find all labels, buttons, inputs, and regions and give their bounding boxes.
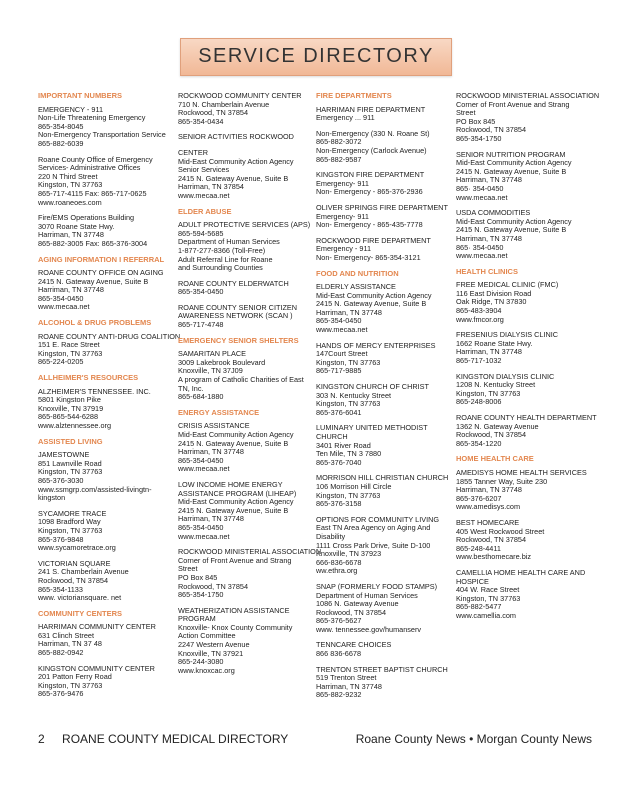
directory-entry [456, 91, 600, 144]
entry-line: 519 Trenton Street [316, 673, 377, 683]
section-heading: ENERGY ASSISTANCE [178, 407, 260, 417]
directory-entry [316, 171, 454, 197]
entry-line: ADULT PROTECTIVE SERVICES (APS) [178, 220, 311, 230]
entry-line: ASSISTANCE PROGRAM (LIHEAP) [178, 488, 297, 498]
entry-line: 116 East Division Road [456, 288, 532, 298]
entry-line: 1855 Tanner Way, Suite 230 [456, 476, 548, 486]
entry-line: Services- Administrative Offices [38, 163, 141, 173]
entry-line: CHURCH [316, 432, 348, 441]
entry-line: Harriman, TN 37748 [178, 514, 244, 524]
entry-line: 865-684-1880 [178, 392, 224, 402]
entry-line: ROCKWOOD FIRE DEPARTMENT [316, 235, 431, 245]
entry-line: 3401 River Road [316, 440, 371, 450]
entry-line: 865-594-5685 [178, 228, 224, 238]
entry-line: Harriman, TN 37 48 [38, 639, 102, 649]
entry-line: Non-Emergency (Carlock Avenue) [316, 145, 427, 155]
entry-line: Non-Life Threatening Emergency [38, 113, 146, 123]
directory-entry [178, 280, 316, 297]
entry-line: Kingston, TN 37763 [38, 467, 103, 477]
entry-website: www.mecaa.net [178, 190, 230, 200]
entry-line: Kingston, TN 37763 [316, 399, 381, 409]
entry-line: 865-882-6039 [38, 138, 84, 148]
directory-entry [178, 304, 316, 330]
entry-line: 865-376-3158 [316, 499, 362, 509]
entry-line: Knoxville- Knox County Community [178, 622, 293, 632]
directory-entry [316, 666, 454, 700]
entry-line: Harriman, TN 37748 [456, 485, 522, 495]
entry-website: www.camellia.com [456, 610, 517, 620]
entry-line: 865-354-0434 [178, 116, 224, 126]
directory-entry [316, 204, 454, 230]
entry-line: ROCKWOOD MINISTERIAL ASSOCIATION [178, 547, 322, 557]
entry-line: Emergency- 911 [316, 211, 369, 221]
entry-line: Harriman, TN 37748 [456, 347, 522, 357]
entry-line: Kingston, TN 37763 [456, 388, 521, 398]
entry-line: 865-244-3080 [178, 657, 224, 667]
section-heading: COMMUNITY CENTERS [38, 608, 123, 618]
directory-entry [178, 481, 316, 541]
entry-line: Kingston, TN 37763 [38, 348, 103, 358]
page-footer [38, 732, 592, 752]
directory-entry [456, 519, 594, 562]
entry-line: 201 Patton Ferry Road [38, 672, 112, 682]
entry-website: www.fmcor.org [456, 314, 504, 324]
entry-line: TENNCARE CHOICES [316, 640, 392, 650]
directory-entry [38, 665, 176, 699]
entry-line: Adult Referral Line for Roane [178, 254, 273, 264]
entry-line: TRENTON STREET BAPTIST CHURCH [316, 664, 448, 674]
entry-line: Oak Ridge, TN 37830 [456, 297, 527, 307]
entry-line: Rockwood, TN 37854 [178, 581, 249, 591]
directory-entry [456, 413, 597, 448]
entry-line: Kingston, TN 37763 [456, 593, 521, 603]
entry-line: 865-224-0205 [38, 357, 84, 367]
entry-website: www.knoxcac.org [178, 665, 235, 675]
publication-title: ROANE COUNTY MEDICAL DIRECTORY [62, 732, 289, 746]
title-banner [180, 38, 452, 76]
entry-line: KINGSTON FIRE DEPARTMENT [316, 170, 425, 180]
directory-entry [316, 641, 454, 658]
entry-website: www.mecaa.net [38, 302, 90, 312]
entry-line: Kingston, TN 37763 [38, 525, 103, 535]
entry-line: 865-354-0450 [316, 316, 362, 326]
entry-line: Street [456, 108, 476, 118]
entry-line: Non- Emergency- 865-354-3121 [316, 252, 421, 262]
column-4 [456, 91, 600, 627]
directory-entry [316, 474, 454, 508]
entry-line: 865-882-5477 [456, 602, 502, 612]
directory-entry [38, 388, 176, 431]
entry-line: Department of Human Services [316, 590, 418, 600]
section-heading: ELDER ABUSE [178, 206, 232, 216]
entry-line: 865-882-9232 [316, 690, 362, 700]
entry-line: Emergency - 911 [316, 244, 372, 254]
entry-line: Kingston, TN 37763 [38, 180, 103, 190]
directory-entry [456, 331, 594, 365]
entry-line: USDA COMMODITIES [456, 208, 531, 218]
entry-line: Harriman, TN 37748 [456, 233, 522, 243]
entry-line: 865-376-5627 [316, 616, 362, 626]
directory-entry [38, 623, 176, 657]
entry-line: Department of Human Services [178, 237, 280, 247]
entry-website: www.mecaa.net [456, 192, 508, 202]
entry-line: 710 N. Chamberlain Avenue [178, 99, 270, 109]
entry-line: 865-882-3005 Fax: 865-376-3004 [38, 238, 148, 248]
entry-line: Emergency- 911 [316, 178, 369, 188]
entry-line: 865-248-8006 [456, 397, 502, 407]
entry-line: Harriman, TN 37748 [316, 307, 382, 317]
entry-line: Rockwood, TN 37854 [456, 125, 527, 135]
entry-line: 865-882-3072 [316, 137, 362, 147]
entry-line: Non-Emergency Transportation Service [38, 130, 166, 140]
entry-line: Rockwood, TN 37854 [456, 430, 527, 440]
directory-entry [38, 510, 176, 553]
entry-line: East TN Area Agency on Aging And [316, 523, 431, 533]
entry-line: PROGRAM [178, 614, 216, 624]
entry-line: OLIVER SPRINGS FIRE DEPARTMENT [316, 202, 448, 212]
directory-entry [178, 607, 316, 676]
entry-line: 241 S. Chamberlain Avenue [38, 567, 129, 577]
directory-entry [316, 342, 454, 376]
entry-line: MORRISON HILL CHRISTIAN CHURCH [316, 473, 449, 483]
page-number: 2 [38, 732, 45, 746]
column-3 [316, 92, 454, 707]
entry-line: 2415 N. Gateway Avenue, Suite B [178, 438, 289, 448]
directory-entry [178, 422, 316, 474]
section-heading: EMERGENCY SENIOR SHELTERS [178, 335, 299, 345]
directory-entry [316, 130, 454, 164]
directory-entry [178, 92, 316, 126]
entry-line: 405 West Rockwood Street [456, 526, 545, 536]
entry-line: SNAP (FORMERLY FOOD STAMPS) [316, 581, 438, 591]
entry-line: 865-717-4748 [178, 320, 224, 330]
entry-website: ww.ethra.org [316, 566, 358, 576]
entry-line: 865-882-9587 [316, 154, 362, 164]
section-heading: IMPORTANT NUMBERS [38, 91, 123, 100]
section-heading: ASSISTED LIVING [38, 436, 103, 446]
entry-line: 1111 Cross Park Drive, Suite D-100 [316, 540, 431, 550]
entry-line: Street [178, 564, 198, 574]
entry-line: Knoxville, TN 37919 [38, 403, 104, 413]
entry-line: 865-354-0450 [178, 455, 224, 465]
entry-line: 2415 N. Gateway Avenue, Suite B [456, 166, 567, 176]
entry-line: OPTIONS FOR COMMUNITY LIVING [316, 514, 440, 524]
entry-website: www.sycamoretrace.org [38, 543, 116, 553]
entry-line: 865-354-8045 [38, 121, 84, 131]
section-heading: ALLHEIMER'S RESOURCES [38, 373, 139, 383]
entry-line: Kingston, TN 37763 [38, 680, 103, 690]
entry-line: 865-717-4115 Fax: 865-717-0625 [38, 188, 147, 198]
entry-line: 303 N. Kentucky Street [316, 390, 392, 400]
entry-line: Harriman, TN 37748 [178, 447, 244, 457]
entry-line: Ten Mile, TN 3 7880 [316, 449, 382, 459]
directory-entry [456, 151, 594, 203]
entry-line: 865-882-0942 [38, 648, 84, 658]
directory-entry [38, 106, 176, 149]
section-heading: FIRE DEPARTMENTS [316, 91, 392, 100]
entry-line: 3070 Roane State Hwy. [38, 221, 115, 231]
entry-line: and Surrounding Counties [178, 263, 263, 273]
directory-entry [38, 331, 181, 367]
entry-line: 1086 N. Gateway Avenue [316, 599, 399, 609]
directory-entry [456, 373, 594, 407]
directory-entry [38, 156, 176, 208]
entry-line: kingston [38, 493, 66, 503]
entry-line: HARRIMAN FIRE DEPARTMENT [316, 104, 426, 114]
entry-line: Harriman, TN 37748 [38, 285, 104, 295]
entry-line: 666-836-6678 [316, 557, 362, 567]
entry-line: LUMINARY UNITED METHODIST [316, 423, 428, 433]
entry-line: 865· 354-0450 [456, 183, 504, 193]
entry-line: 865-248-4411 [456, 543, 501, 553]
entry-line: FRESENIUS DIALYSIS CLINIC [456, 330, 559, 340]
entry-website: www.mecaa.net [316, 325, 368, 335]
section-heading: FOOD AND NUTRITION [316, 268, 399, 278]
directory-entry [178, 547, 322, 600]
entry-line: CAMELLIA HOME HEALTH CARE AND [456, 567, 586, 577]
entry-line: ROCKWOOD COMMUNITY CENTER [178, 91, 302, 100]
section-heading: HEALTH CLINICS [456, 266, 518, 276]
entry-line: 865-483-3904 [456, 306, 502, 316]
entry-line: AWARENESS NETWORK (SCAN ) [178, 311, 293, 321]
entry-line: Knoxville, TN 37921 [178, 648, 244, 658]
entry-line: 865-865-544-6288 [38, 412, 99, 422]
section-heading: HOME HEALTH CARE [456, 454, 534, 464]
entry-line: Kingston, TN 37763 [316, 490, 381, 500]
entry-line: KINGSTON COMMUNITY CENTER [38, 663, 155, 673]
entry-line: SENIOR ACTIVITIES ROCKWOOD [178, 132, 294, 142]
entry-website: www. tennessee.gov/humanserv [316, 624, 422, 634]
entry-line: ALZHEIMER'S TENNESSEE. INC. [38, 386, 151, 396]
entry-website: www. victoriansquare. net [38, 593, 122, 603]
directory-entry [38, 214, 176, 248]
entry-line: ROCKWOOD MINISTERIAL ASSOCIATION [456, 91, 600, 100]
entry-line: Senior Services [178, 165, 230, 175]
entry-website: www.mecaa.net [178, 464, 230, 474]
entry-line: HARRIMAN COMMUNITY CENTER [38, 622, 156, 632]
footer-left [38, 732, 288, 746]
entry-line: 631 Clinch Street [38, 630, 94, 640]
entry-line: Mid-East Community Action Agency [178, 156, 294, 166]
entry-line: Mid-East Community Action Agency [316, 290, 432, 300]
entry-line: 404 W. Race Street [456, 585, 520, 595]
entry-website: www.amedisys.com [456, 502, 521, 512]
entry-line: HANDS OF MERCY ENTERPRISES [316, 340, 436, 350]
entry-line: Non- Emergency - 865-435-7778 [316, 220, 423, 230]
column-1 [38, 91, 181, 706]
directory-entry [316, 424, 454, 467]
entry-line: Rockwood, TN 37854 [456, 535, 527, 545]
entry-line: 1208 N. Kentucky Street [456, 380, 536, 390]
entry-line: VICTORIAN SQUARE [38, 558, 111, 568]
entry-line: ROANE COUNTY HEALTH DEPARTMENT [456, 413, 597, 422]
column-2 [178, 91, 322, 682]
entry-line: Mid-East Community Action Agency [456, 216, 572, 226]
directory-entry [316, 583, 454, 635]
directory-entry [316, 237, 454, 263]
entry-line: 866 836-6678 [316, 649, 362, 659]
entry-line: 865-354-0450 [38, 293, 84, 303]
section-heading: AGING INFORMATION I REFERRAL [38, 254, 165, 264]
directory-entry [38, 560, 176, 603]
entry-line: 865-354-1750 [456, 133, 502, 143]
entry-line: Fire/EMS Operations Building [38, 213, 135, 223]
entry-line: 2247 Western Avenue [178, 640, 250, 650]
directory-entry [456, 209, 594, 261]
entry-line: BEST HOMECARE [456, 517, 520, 527]
entry-line: ROANE COUNTY SENIOR CITIZEN [178, 302, 298, 312]
entry-website: www.besthomecare.biz [456, 552, 532, 562]
entry-line: 865-354-0450 [178, 522, 224, 532]
entry-line: TN, Inc. [178, 383, 204, 393]
entry-line: 2415 N. Gateway Avenue, Suite B [38, 276, 149, 286]
directory-entry [178, 221, 316, 273]
section-heading: ALCOHOL & DRUG PROBLEMS [38, 318, 152, 328]
entry-line: FREE MEDICAL CLINIC (FMC) [456, 280, 559, 290]
entry-website: www.ssmgrp.com/assisted-livingtn- [38, 484, 152, 494]
entry-line: Mid-East Community Action Agency [178, 430, 294, 439]
entry-line: 865-376-7040 [316, 457, 362, 467]
entry-line: CENTER [178, 147, 208, 157]
entry-line: Mid-East Community Action Agency [456, 158, 572, 168]
entry-line: 1362 N. Gateway Avenue [456, 421, 539, 431]
entry-line: Harriman, TN 37854 [178, 182, 244, 192]
entry-line: Kingston, TN 37763 [316, 357, 381, 367]
entry-line: Action Committee [178, 631, 236, 641]
entry-line: 2415 N. Gateway Avenue, Suite B [316, 299, 427, 309]
entry-line: PO Box 845 [178, 572, 218, 582]
directory-entry [316, 383, 454, 417]
directory-entry [178, 350, 316, 402]
entry-line: 865-376-6207 [456, 493, 502, 503]
entry-line: 1-877-277-8366 (Toll-Free) [178, 245, 266, 255]
entry-line: A program of Catholic Charities of East [178, 375, 304, 385]
entry-line: 865-717-1032 [456, 356, 502, 366]
directory-entry [178, 133, 316, 142]
entry-line: Rockwood, TN 37854 [316, 607, 387, 617]
entry-line: ROANE COUNTY ELDERWATCH [178, 278, 289, 288]
entry-line: 2415 N. Gateway Avenue, Suite B [456, 225, 567, 235]
entry-line: Harriman, TN 37748 [456, 175, 522, 185]
entry-line: 1098 Bradford Way [38, 517, 101, 527]
entry-line: AMEDISYS HOME HEALTH SERVICES [456, 467, 587, 477]
entry-line: 865-354-0450 [178, 287, 224, 297]
entry-line: SYCAMORE TRACE [38, 508, 107, 518]
entry-line: 2415 N. Gateway Avenue, Suite B [178, 505, 289, 515]
entry-line: 865-376-6041 [316, 407, 362, 417]
entry-line: 865-376-3030 [38, 475, 84, 485]
entry-line: SENIOR NUTRITION PROGRAM [456, 149, 566, 159]
entry-line: WEATHERIZATION ASSISTANCE [178, 605, 290, 615]
entry-line: CRISIS ASSISTANCE [178, 421, 250, 431]
entry-line: ELDERLY ASSISTANCE [316, 282, 396, 292]
entry-line: JAMESTOWNE [38, 450, 90, 460]
directory-entry [316, 516, 454, 576]
entry-line: Corner of Front Avenue and Strang [178, 555, 292, 565]
entry-line: LOW INCOME HOME ENERGY [178, 479, 283, 489]
entry-website: www.alztennessee.org [38, 421, 112, 430]
entry-line: Non-Emergency (330 N. Roane St) [316, 128, 430, 138]
entry-line: 147Court Street [316, 349, 368, 359]
newspaper-names: Roane County News • Morgan County News [355, 732, 592, 746]
directory-entry [38, 451, 176, 503]
entry-line: Mid-East Community Action Agency [178, 497, 294, 507]
entry-line: Non- Emergency - 865-376-2936 [316, 187, 423, 197]
entry-line: Roane County Office of Emergency [38, 154, 153, 164]
entry-line: ROANE COUNTY ANTI-DRUG COALITION [38, 331, 181, 341]
entry-line: 865· 354-0450 [456, 242, 504, 252]
entry-line: Rockwood, TN 37854 [178, 108, 249, 118]
entry-line: 151 E. Race Street [38, 340, 100, 350]
entry-line: 106 Morrison Hill Circle [316, 481, 392, 491]
entry-line: 865-354-1750 [178, 590, 224, 600]
entry-line: 865-376-9848 [38, 534, 84, 544]
entry-line: 5801 Kingston Pike [38, 395, 101, 405]
entry-line: 220 N Third Street [38, 171, 98, 181]
directory-entry [316, 106, 454, 123]
entry-line: PO Box 845 [456, 116, 496, 126]
page-title: SERVICE DIRECTORY [198, 45, 434, 67]
entry-website: www.roaneoes.com [38, 197, 102, 207]
entry-line: Harriman, TN 37748 [316, 681, 382, 691]
entry-line: 865-376-9476 [38, 689, 84, 699]
entry-line: ROANE COUNTY OFFICE ON AGING [38, 268, 164, 278]
directory-entry [316, 283, 454, 335]
entry-line: SAMARITAN PLACE [178, 349, 246, 359]
entry-line: Disability [316, 531, 346, 541]
entry-line: Knoxville, TN 37J09 [178, 366, 243, 376]
entry-line: 865-354-1220 [456, 438, 502, 448]
directory-entry [456, 281, 594, 324]
entry-line: 865-354-1133 [38, 584, 83, 594]
entry-line: KINGSTON DIALYSIS CLINIC [456, 371, 555, 381]
entry-line: Knoxville, TN 37923 [316, 549, 382, 559]
entry-line: Harriman, TN 37748 [38, 230, 104, 240]
entry-line: Corner of Front Avenue and Strang [456, 99, 570, 109]
directory-entry [456, 569, 594, 621]
entry-line: KINGSTON CHURCH OF CHRIST [316, 382, 429, 392]
entry-line: 2415 N. Gateway Avenue, Suite B [178, 173, 289, 183]
entry-line: EMERGENCY - 911 [38, 104, 104, 114]
directory-entry [456, 469, 594, 512]
entry-line: Rockwood, TN 37854 [38, 575, 109, 585]
entry-line: 865-717-9885 [316, 366, 362, 376]
entry-website: www.mecaa.net [456, 251, 508, 261]
directory-entry [178, 149, 316, 201]
entry-line: HOSPICE [456, 576, 489, 586]
entry-website: www.mecaa.net [178, 531, 230, 541]
entry-line: 851 Lawnville Road [38, 458, 102, 468]
entry-line: 1662 Roane State Hwy. [456, 338, 533, 348]
entry-line: Emergency ... 911 [316, 113, 375, 123]
directory-entry [38, 269, 176, 312]
entry-line: 3009 Lakebrook Boulevard [178, 357, 266, 367]
